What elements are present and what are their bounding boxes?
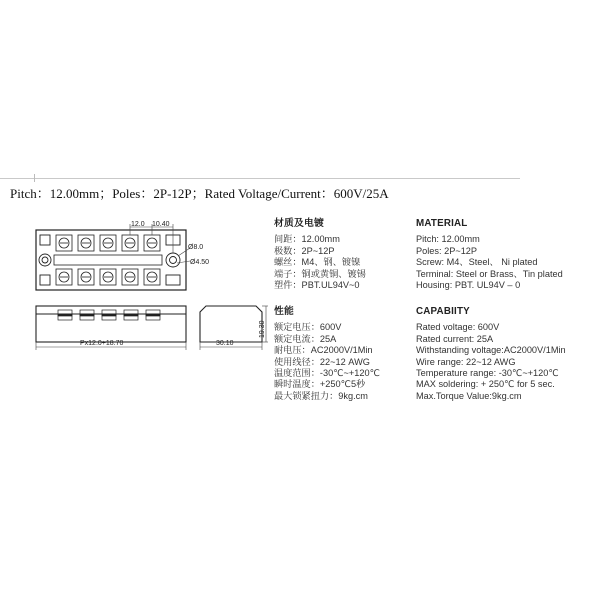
cn-performance-line: 耐电压：AC2000V/1Min	[274, 345, 373, 356]
cn-performance-line: 温度范围：-30℃~+120℃	[274, 368, 380, 379]
cn-performance-line: 额定电流：25A	[274, 333, 337, 344]
hole-outer-label: Ø8.0	[188, 244, 204, 251]
en-material-line: Terminal: Steel or Brass、Tin plated	[416, 268, 563, 279]
height-label: 19.30	[259, 320, 266, 338]
en-material-line: Pitch: 12.00mm	[416, 234, 480, 245]
end-view	[200, 306, 262, 342]
cn-performance-title: 性能	[274, 306, 294, 317]
side-view-terminals	[58, 310, 160, 320]
cn-material-line: 塑件：PBT.UL94V~0	[274, 280, 360, 291]
offset-label: 10.40	[152, 221, 170, 228]
cn-material-line: 极数：2P~12P	[274, 245, 335, 256]
hole-inner-label: Ø4.50	[190, 259, 210, 266]
en-capability-line: Max.Torque Value:9kg.cm	[416, 390, 522, 401]
terminal-block-drawing	[28, 218, 268, 358]
cn-performance-line: 额定电压：600V	[274, 322, 342, 333]
cn-performance-line: 最大锁紧扭力：9kg.cm	[274, 390, 368, 401]
en-material-line: Poles: 2P~12P	[416, 245, 478, 256]
bottom-screw-row	[56, 269, 160, 285]
en-capability-line: Temperature range: -30℃~+120℃	[416, 368, 559, 379]
en-capability-line: Rated current: 25A	[416, 333, 494, 344]
mounting-holes	[39, 235, 180, 285]
cn-performance-line: 使用线径：22~12 AWG	[274, 356, 370, 367]
cn-material-line: 间距：12.00mm	[274, 234, 340, 245]
cn-material-line: 螺丝：M4、钢、镀镍	[274, 257, 361, 268]
en-capability-line: Withstanding voltage:AC2000V/1Min	[416, 345, 566, 356]
en-capability-line: Rated voltage: 600V	[416, 322, 500, 333]
center-bar	[54, 255, 162, 265]
en-material-line: Housing: PBT. UL94V – 0	[416, 280, 521, 291]
en-capability-line: Wire range: 22~12 AWG	[416, 356, 516, 367]
cn-material-line: 端子：铜或黄铜、镀锡	[274, 268, 366, 279]
cn-material-section	[274, 218, 366, 291]
en-material-section	[416, 218, 563, 291]
en-capability-title: CAPABIITY	[416, 306, 470, 317]
en-material-line: Screw: M4、Steel、 Ni plated	[416, 257, 538, 268]
header-rule	[0, 178, 520, 179]
pitch-label: 12.0	[131, 221, 145, 228]
header-tick	[34, 174, 35, 182]
top-screw-row	[56, 235, 160, 251]
depth-label: 30.10	[216, 340, 234, 347]
en-material-title: MATERIAL	[416, 218, 468, 229]
cn-performance-line: 瞬时温度：+250℃5秒	[274, 379, 366, 390]
cn-material-title: 材质及电镀	[274, 218, 324, 229]
length-label: Px12.0+18.70	[80, 340, 124, 347]
pitch-dimension	[130, 224, 173, 253]
en-capability-section	[416, 306, 566, 402]
side-view	[36, 306, 186, 342]
en-capability-line: MAX soldering: + 250℃ for 5 sec.	[416, 379, 555, 390]
cn-performance-section	[274, 306, 380, 402]
spec-headline: Pitch：12.00mm；Poles：2P-12P；Rated Voltage/Current：600V/25A	[10, 186, 389, 201]
